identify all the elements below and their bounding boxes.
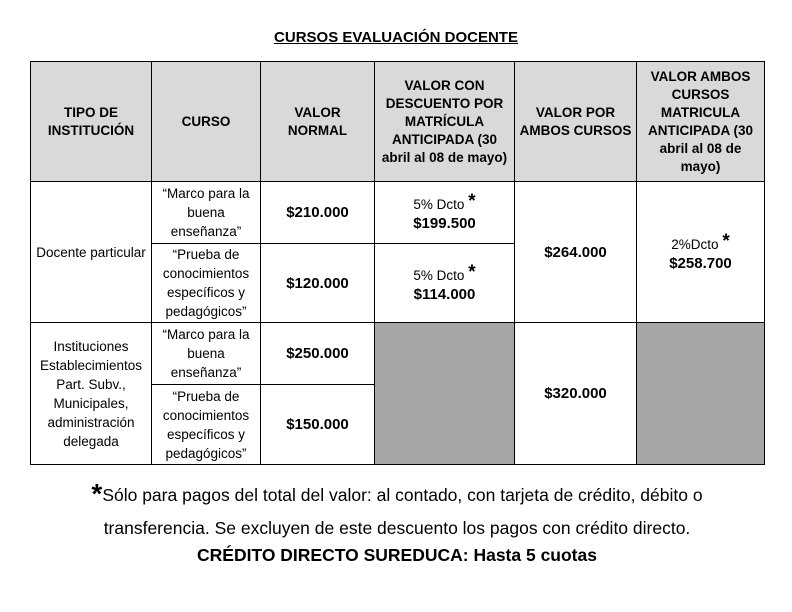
- asterisk-icon: *: [722, 230, 730, 252]
- discount-label: 5% Dcto: [413, 197, 465, 212]
- header-tipo: TIPO DE INSTITUCIÓN: [31, 62, 152, 182]
- discount-price: $199.500: [413, 215, 476, 232]
- valor-ambos-anticipada-cell: [637, 182, 765, 323]
- discount-label: 5% Dcto: [413, 267, 465, 283]
- empty-gray-cell: [375, 323, 515, 465]
- asterisk-icon: *: [468, 191, 476, 212]
- discount-price: $258.700: [669, 254, 732, 272]
- curso-cell: “Marco para la buena enseñanza”: [152, 323, 261, 385]
- valor-descuento-cell: [375, 244, 515, 323]
- footnote-text-1: Sólo para pagos del total del valor: al contado, con tarjeta de crédito, débito o: [102, 485, 703, 505]
- document-title: [0, 29, 792, 46]
- table-row: [31, 323, 765, 385]
- valor-normal-cell: $120.000: [261, 244, 375, 323]
- footnote-line-2: transferencia. Se excluyen de este descuento los pagos con crédito directo.: [103, 518, 691, 538]
- footnote-line-1: [30, 478, 764, 509]
- valor-normal-cell: $210.000: [261, 182, 375, 244]
- curso-cell: “Marco para la buena enseñanza”: [152, 182, 261, 244]
- valor-descuento-cell: [375, 182, 515, 244]
- discount-label: 2%Dcto: [671, 236, 719, 252]
- valor-normal-cell: $150.000: [261, 385, 375, 465]
- asterisk-icon: *: [468, 261, 476, 283]
- header-valor-ambos-anticipada: VALOR AMBOS CURSOS MATRICULA ANTICIPADA (30 abril al 08 de mayo): [637, 62, 765, 182]
- header-row: [31, 62, 765, 182]
- discount-price: $114.000: [413, 285, 476, 303]
- tipo-cell: Instituciones Establecimientos Part. Subv., Municipales, administración delegada: [31, 323, 152, 465]
- header-valor-descuento: VALOR CON DESCUENTO POR MATRÍCULA ANTICIPADA (30 abril al 08 de mayo): [375, 62, 515, 182]
- document-title-text: CURSOS EVALUACIÓN DOCENTE: [274, 29, 518, 46]
- header-curso: CURSO: [152, 62, 261, 182]
- empty-gray-cell: [637, 323, 765, 465]
- tipo-cell: Docente particular: [31, 182, 152, 323]
- header-valor-normal: VALOR NORMAL: [261, 62, 375, 182]
- valor-ambos-cell: $264.000: [515, 182, 637, 323]
- valor-normal-cell: $250.000: [261, 323, 375, 385]
- pricing-table: [30, 61, 765, 465]
- curso-cell: “Prueba de conocimientos específicos y pedagógicos”: [152, 244, 261, 323]
- table-row: [31, 182, 765, 244]
- header-valor-ambos: VALOR POR AMBOS CURSOS: [515, 62, 637, 182]
- asterisk-icon: *: [91, 478, 103, 509]
- credit-note: CRÉDITO DIRECTO SUREDUCA: Hasta 5 cuotas: [197, 545, 597, 565]
- curso-cell: “Prueba de conocimientos específicos y pedagógicos”: [152, 385, 261, 465]
- valor-ambos-cell: $320.000: [515, 323, 637, 465]
